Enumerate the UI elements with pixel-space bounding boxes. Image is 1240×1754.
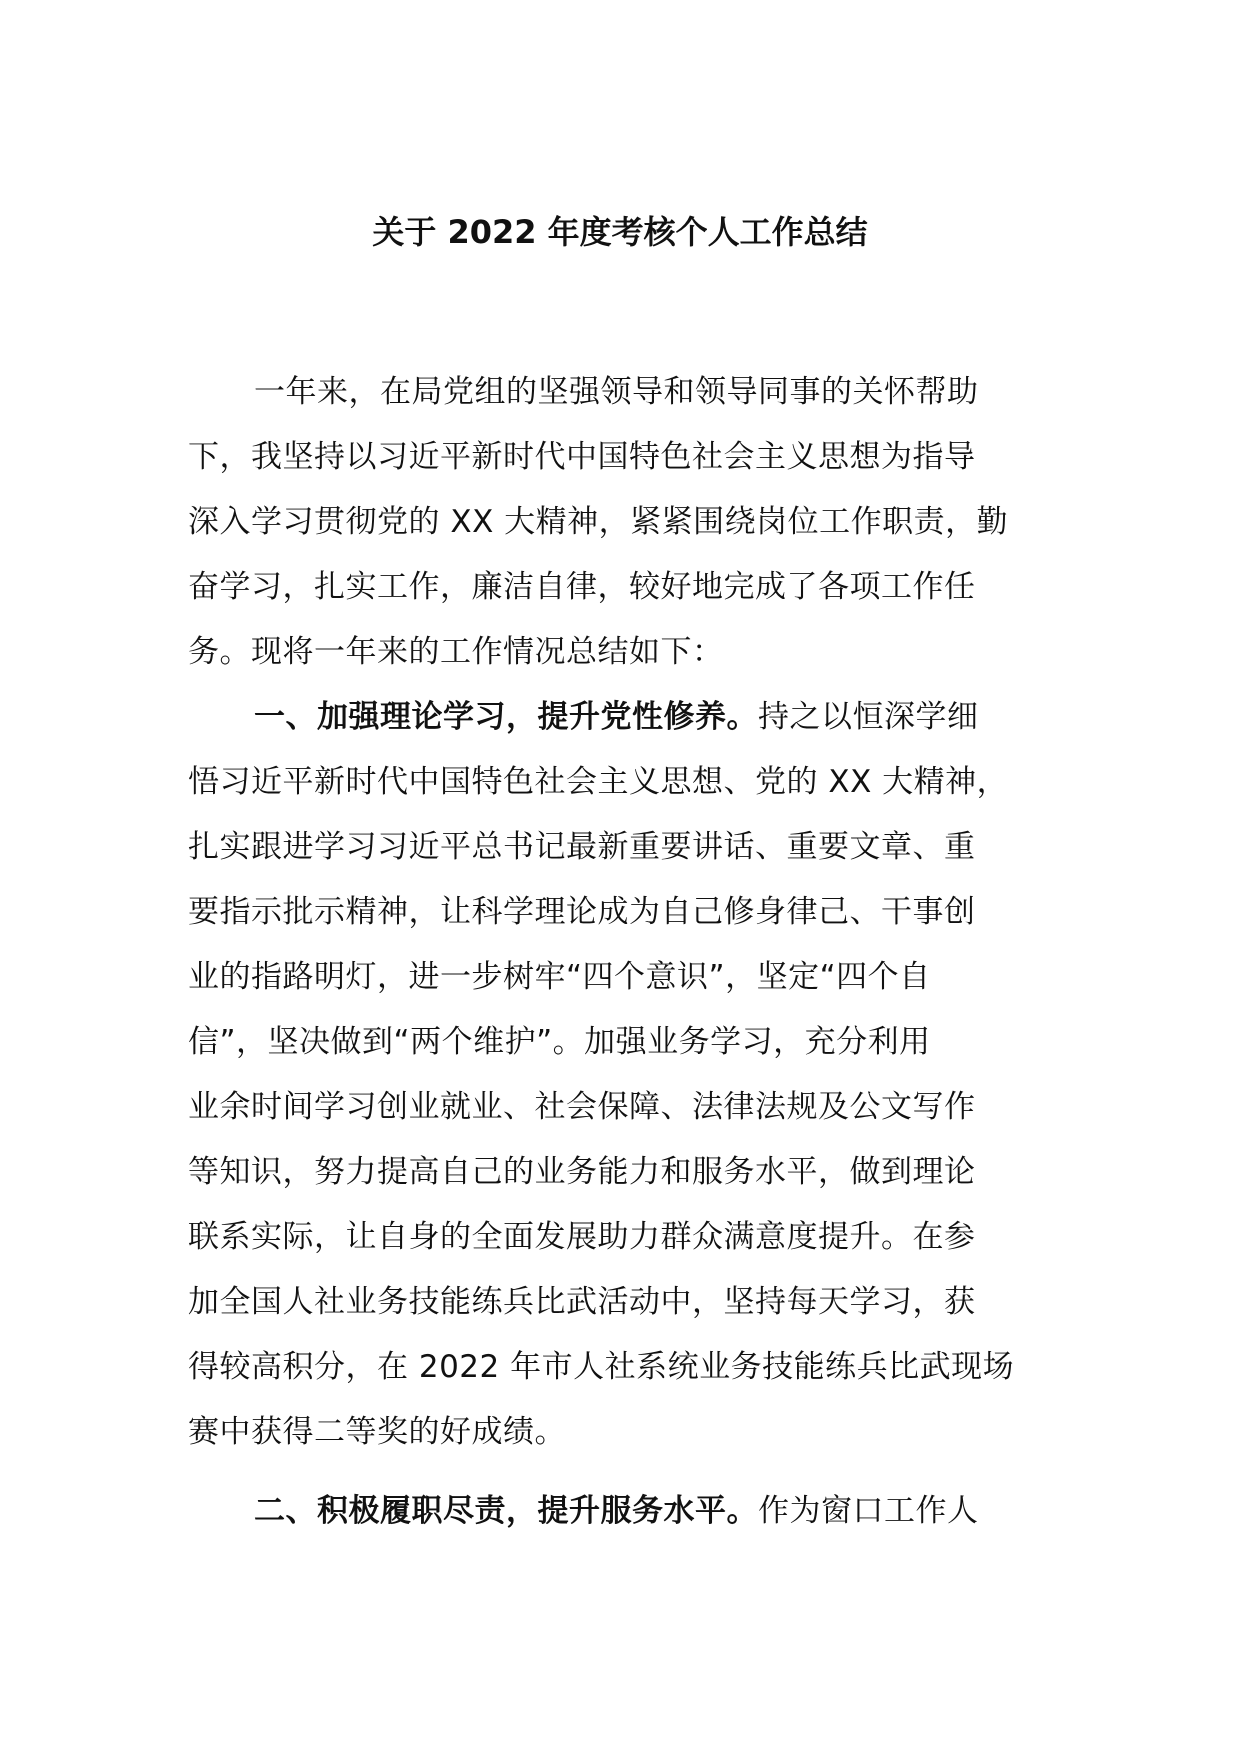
paragraph-line: 联系实际，让自身的全面发展助力群众满意度提升。在参 — [188, 1219, 976, 1255]
paragraph-line: 扎实跟进学习习近平总书记最新重要讲话、重要文章、重 — [188, 829, 976, 865]
paragraph-line: 信”，坚决做到“两个维护”。加强业务学习，充分利用 — [188, 1024, 931, 1060]
paragraph-section-2 — [188, 1479, 1058, 1544]
paragraph-line — [188, 685, 1058, 750]
paragraph-line — [188, 1479, 1058, 1544]
paragraph-line: 悟习近平新时代中国特色社会主义思想、党的 XX 大精神， — [188, 764, 1009, 800]
document-body — [188, 360, 1058, 1544]
paragraph-line: 一年来，在局党组的坚强领导和领导同事的关怀帮助 — [254, 374, 979, 410]
paragraph-text: 作为窗口工作人 — [758, 1493, 979, 1529]
section-heading: 一、加强理论学习，提升党性修养。 — [254, 699, 758, 735]
paragraph-section-1 — [188, 685, 1058, 1465]
paragraph-line: 得较高积分，在 2022 年市人社系统业务技能练兵比武现场 — [188, 1349, 1015, 1385]
paragraph-line: 赛中获得二等奖的好成绩。 — [188, 1414, 566, 1450]
document-title: 关于 2022 年度考核个人工作总结 — [372, 213, 868, 251]
section-heading: 二、积极履职尽责，提升服务水平。 — [254, 1493, 758, 1529]
paragraph-text: 持之以恒深学细 — [758, 699, 979, 735]
paragraph-line: 业余时间学习创业就业、社会保障、法律法规及公文写作 — [188, 1089, 976, 1125]
paragraph-line: 务。现将一年来的工作情况总结如下： — [188, 634, 724, 670]
paragraph-line: 加全国人社业务技能练兵比武活动中，坚持每天学习，获 — [188, 1284, 976, 1320]
paragraph-line: 等知识，努力提高自己的业务能力和服务水平，做到理论 — [188, 1154, 976, 1190]
paragraph-line: 业的指路明灯，进一步树牢“四个意识”，坚定“四个自 — [188, 959, 931, 995]
paragraph-line: 下，我坚持以习近平新时代中国特色社会主义思想为指导 — [188, 439, 976, 475]
paragraph-line: 奋学习，扎实工作，廉洁自律，较好地完成了各项工作任 — [188, 569, 976, 605]
paragraph-line: 深入学习贯彻党的 XX 大精神，紧紧围绕岗位工作职责，勤 — [188, 504, 1009, 540]
paragraph-intro — [188, 360, 1058, 685]
paragraph-line: 要指示批示精神，让科学理论成为自己修身律己、干事创 — [188, 894, 976, 930]
